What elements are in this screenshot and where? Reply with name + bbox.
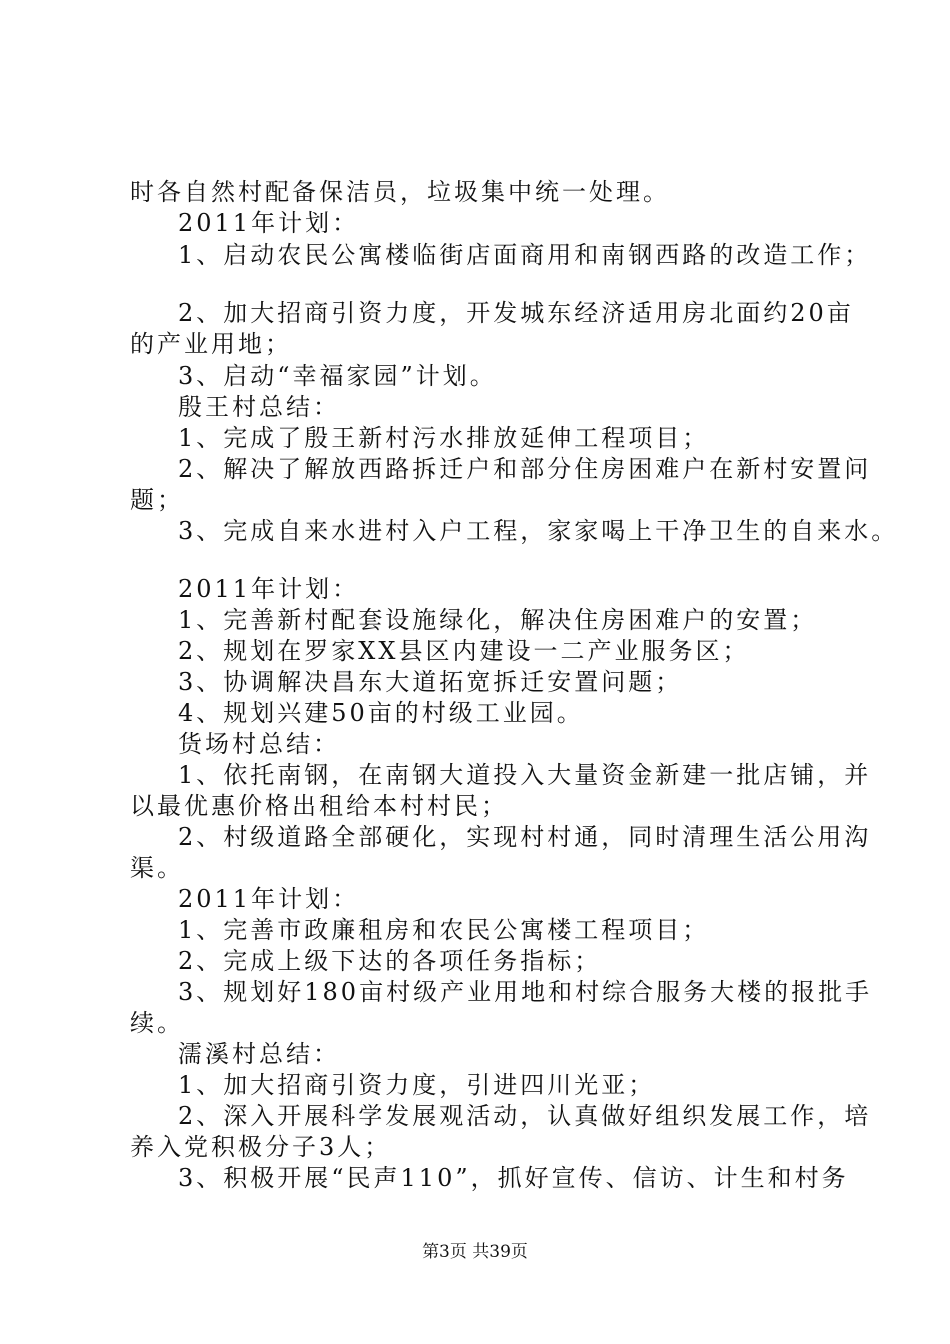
- text-line: 2011年计划：: [178, 885, 360, 913]
- text-line: 4、规划兴建50亩的村级工业园。: [178, 699, 584, 727]
- section-heading: 濡溪村总结：: [178, 1040, 340, 1068]
- text-line: 以最优惠价格出租给本村村民；: [130, 792, 508, 820]
- text-line: 1、完善市政廉租房和农民公寓楼工程项目；: [178, 916, 710, 944]
- text-line: 渠。: [130, 854, 184, 882]
- text-line: 2、深入开展科学发展观活动，认真做好组织发展工作，培: [178, 1102, 872, 1130]
- text-line: 2、完成上级下达的各项任务指标；: [178, 947, 602, 975]
- text-line: 3、规划好180亩村级产业用地和村综合服务大楼的报批手: [178, 978, 873, 1006]
- text-line: 续。: [130, 1009, 184, 1037]
- text-line: 1、依托南钢，在南钢大道投入大量资金新建一批店铺，并: [178, 761, 872, 789]
- section-heading: 殷王村总结：: [178, 393, 340, 421]
- text-line: 3、启动“幸福家园”计划。: [178, 362, 497, 390]
- text-line: 2011年计划：: [178, 209, 360, 237]
- text-line: 1、完成了殷王新村污水排放延伸工程项目；: [178, 424, 710, 452]
- text-line: 2、加大招商引资力度，开发城东经济适用房北面约20亩: [178, 299, 854, 327]
- text-line: 时各自然村配备保洁员，垃圾集中统一处理。: [130, 178, 670, 206]
- text-line: 3、积极开展“民声110”，抓好宣传、信访、计生和村务: [178, 1164, 849, 1192]
- text-line: 题；: [130, 486, 184, 514]
- section-heading: 货场村总结：: [178, 730, 340, 758]
- text-line: 1、完善新村配套设施绿化，解决住房困难户的安置；: [178, 606, 818, 634]
- text-line: 3、协调解决昌东大道拓宽拆迁安置问题；: [178, 668, 683, 696]
- page-number-footer: 第3页 共39页: [422, 1242, 528, 1262]
- text-line: 3、完成自来水进村入户工程，家家喝上干净卫生的自来水。: [178, 517, 899, 545]
- text-line: 2、村级道路全部硬化，实现村村通，同时清理生活公用沟: [178, 823, 872, 851]
- text-line: 1、启动农民公寓楼临街店面商用和南钢西路的改造工作；: [178, 241, 872, 269]
- text-line: 2、规划在罗家XX县区内建设一二产业服务区；: [178, 637, 750, 665]
- text-line: 1、加大招商引资力度，引进四川光亚；: [178, 1071, 656, 1099]
- text-line: 的产业用地；: [130, 330, 292, 358]
- text-line: 2、解决了解放西路拆迁户和部分住房困难户在新村安置问: [178, 455, 872, 483]
- text-line: 2011年计划：: [178, 575, 360, 603]
- text-line: 养入党积极分子3人；: [130, 1133, 392, 1161]
